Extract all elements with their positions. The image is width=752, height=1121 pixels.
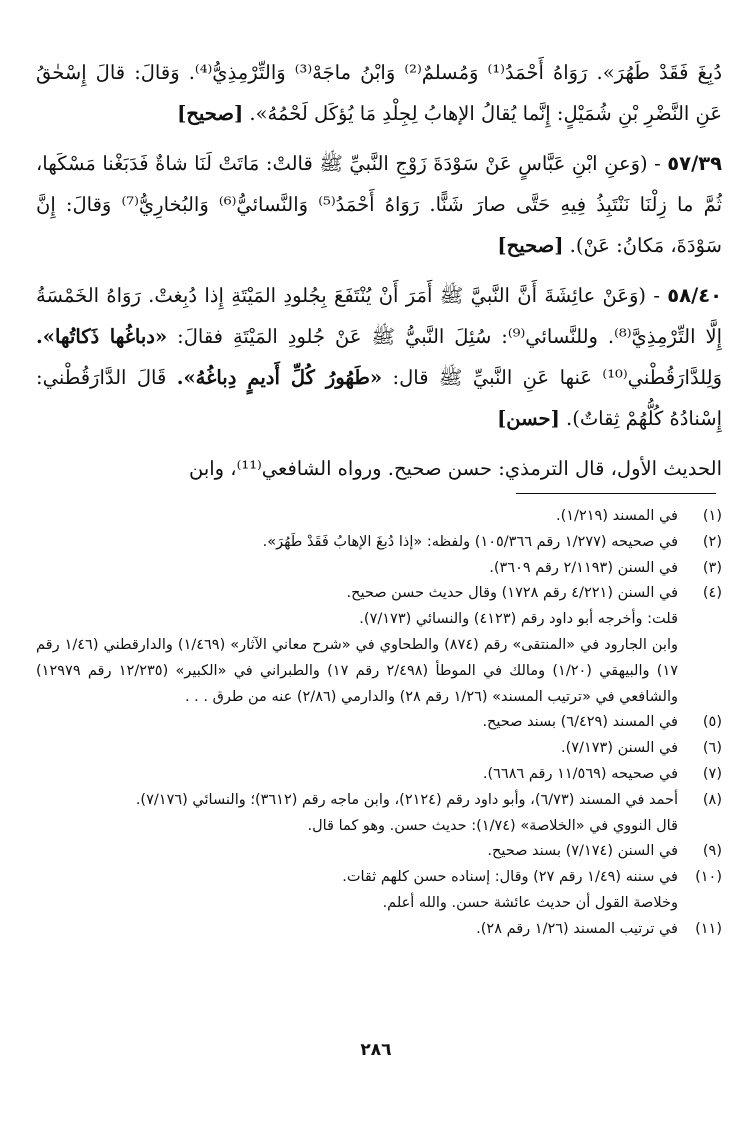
- commentary-paragraph: [36, 448, 722, 489]
- footnote-number: (٨): [702, 791, 722, 808]
- footnote-number: (١٠): [695, 869, 722, 886]
- footnote-number: (٢): [702, 533, 722, 550]
- footnote-number: (٥): [702, 714, 722, 731]
- footnote: [36, 917, 722, 943]
- hadith-quote: «دباغُها ذَكاتُها».: [36, 325, 168, 348]
- hadith-text: قَالَ الدَّارَقُطْني: إِسْنادُهُ كُلُّهُمْ ثِقاتٌ).: [36, 366, 722, 430]
- hadith-quote: «طَهُورُ كُلِّ أَديمٍ دِباغُهُ».: [176, 366, 383, 389]
- footnote-text: في السنن (٢/١١٩٣ رقم ٣٦٠٩).: [489, 559, 678, 576]
- footnote: [36, 504, 722, 530]
- footnote-text: في المسند (١/٢١٩).: [556, 508, 678, 524]
- grade-label: [صحيح]: [497, 234, 564, 257]
- footnote: [36, 865, 722, 917]
- footnote: [36, 581, 722, 710]
- footnote-text: أحمد في المسند (٦/٧٣)، وأبو داود رقم (٢١٢٤)، وابن ماجه رقم (٣٦١٢)؛ والنسائي (٧/١٧٦).: [135, 791, 678, 808]
- grade-label: [حسن]: [497, 407, 560, 430]
- footnote-text: وابن الجارود في «المنتقى» رقم (٨٧٤) والطحاوي في «شرح معاني الآثار» (١/٤٦٩) والدارقطني (١/٤٦ رقم ١٧) والبيهقي (١/٢٠) ومالك في الموطأ (٢/٤٩٨ رقم ١٧) والطبراني في «الكبير» (١٢/٢٣٥ رقم ١٢٩٧٩) والشافعي في «ترتيب المسند» (١/٢٦ رقم ٢٨) والدارمي (٢/٨٦) عنه من طرق . . .: [36, 636, 679, 705]
- hadith-text: وَلِلدَّارَقُطْني⁽¹⁰⁾ عَنها عَنِ النَّبيِّ ﷺ قال:: [382, 366, 722, 389]
- footnote: [36, 556, 722, 582]
- hadith-number: ٥٧/٣٩: [667, 152, 722, 175]
- paragraph-hadith-continuation: [36, 52, 722, 134]
- footnote-number: (٤): [702, 585, 722, 602]
- footnote-text: قال النووي في «الخلاصة» (١/٧٤): حديث حسن. وهو كما قال.: [307, 817, 678, 834]
- footnote: [36, 762, 722, 788]
- footnote: [36, 788, 722, 840]
- footnote: [36, 530, 722, 556]
- commentary-text: الحديث الأول، قال الترمذي: حسن صحيح. ورواه الشافعي⁽¹¹⁾، وابن: [188, 457, 722, 480]
- hadith-text: - (وَعنِ ابْنِ عَبَّاسٍ عَنْ سَوْدَةَ زَوْجِ النَّبيِّ ﷺ قالتْ: مَاتَتْ لَنَا شاةٌ فَدَبَغْنا مَسْكَها، ثُمَّ ما زِلْنَا نَنْتَبِذُ فِيهِ حَتَّى صارَ شَنًّا. رَوَاهُ أَحْمَدُ⁽⁵⁾ وَالنَّسائيُّ⁽⁶⁾ وَالبُخارِيُّ⁽⁷⁾ وَقالَ: إِنَّ سَوْدَةَ، مَكانُ: عَنْ).: [36, 152, 722, 257]
- footnote-text: في السنن (٧/١٧٣).: [560, 740, 678, 757]
- footnote-number: (١): [702, 508, 722, 524]
- footnote-text: قلت: وأخرجه أبو داود رقم (٤١٢٣) والنسائي (٧/١٧٣).: [359, 611, 678, 628]
- footnote-text: في صحيحه (١/٢٧٧ رقم ١٠٥/٣٦٦) ولفظه: «إذا دُبغَ الإهابُ فَقَدْ طَهُرَ».: [262, 533, 678, 550]
- footnote-text: وخلاصة القول أن حديث عائشة حسن. والله أعلم.: [382, 894, 678, 911]
- hadith-40: [36, 275, 722, 439]
- footnotes: [36, 504, 722, 943]
- footnote: [36, 839, 722, 865]
- footnote-number: (٣): [702, 559, 722, 576]
- footnote-number: (٧): [702, 765, 722, 782]
- footnote-text: في السنن (٤/٢٢١ رقم ١٧٢٨) وقال حديث حسن صحيح.: [346, 585, 678, 602]
- footnote-number: (١١): [695, 920, 722, 937]
- footnote-number: (٦): [702, 740, 722, 757]
- footnote: [36, 736, 722, 762]
- footnote-text: في المسند (٦/٤٢٩) بسند صحيح.: [482, 714, 678, 731]
- main-text: [36, 52, 722, 489]
- footnote-text: في صحيحه (١١/٥٦٩ رقم ٦٦٨٦).: [482, 765, 678, 782]
- footnote-text: في سننه (١/٤٩ رقم ٢٧) وقال: إسناده حسن كلهم ثقات.: [342, 869, 678, 886]
- page-number: ٢٨٦: [360, 1040, 392, 1060]
- grade-label: [صحيح]: [177, 102, 244, 125]
- hadith-number: ٥٨/٤٠: [667, 284, 722, 307]
- footnote-text: في ترتيب المسند (١/٢٦ رقم ٢٨).: [476, 920, 678, 937]
- footnote-separator: [516, 493, 716, 494]
- footnote-text: في السنن (٧/١٧٤) بسند صحيح.: [487, 843, 678, 860]
- paragraph-text: دُبِغَ فَقَدْ طَهُرَ». رَوَاهُ أَحْمَدُ⁽¹⁾ وَمُسلمٌ⁽²⁾ وَابْنُ ماجَهْ⁽³⁾ وَالتِّرْمِذِيُّ⁽⁴⁾. وَقالَ: قالَ إِسْحٰقُ عَنِ النَّضْرِ بْنِ شُمَيْلٍ: إِنَّما يُقالُ الإهابُ لِجِلْدِ مَا يُؤكَل لَحْمُهُ».: [36, 61, 723, 125]
- footnote-number: (٩): [702, 843, 722, 860]
- hadith-39: [36, 143, 722, 266]
- hadith-text: - (وَعَنْ عائِشَةَ أَنَّ النَّبيَّ ﷺ أَمَرَ أَنْ يُنْتَفَعَ بِجُلودِ المَيْتَةِ إِذا دُبِغتْ. رَوَاهُ الخَمْسَةُ إِلَّا التِّرْمِذِيَّ⁽⁸⁾. وللنَّسائي⁽⁹⁾: سُئِلَ النَّبيُّ ﷺ عَنْ جُلودِ المَيْتَةِ فقالَ:: [36, 284, 722, 348]
- footnote: [36, 710, 722, 736]
